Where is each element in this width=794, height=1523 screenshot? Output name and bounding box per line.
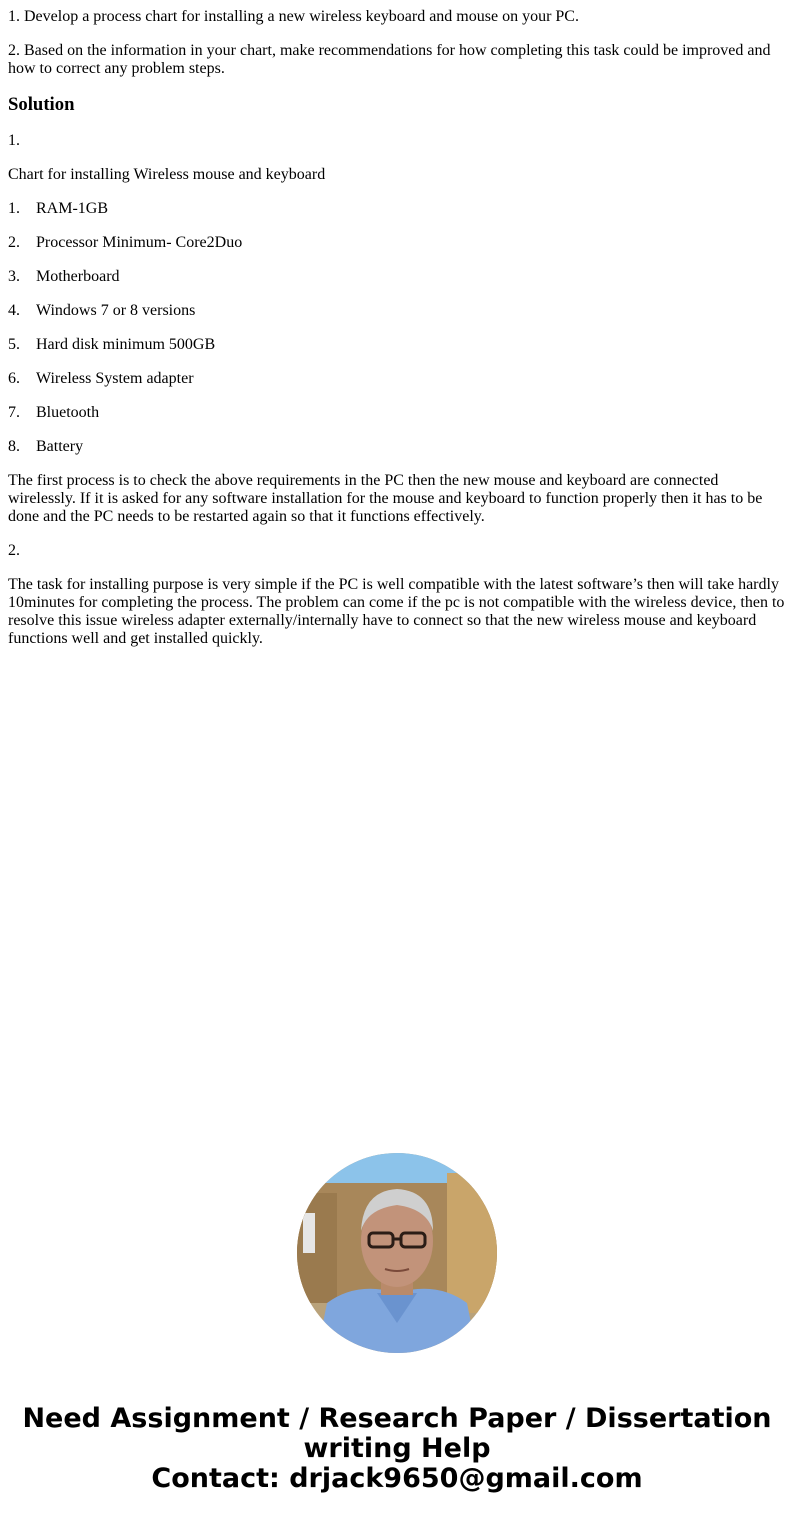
list-item-text: Processor Minimum- Core2Duo [36,234,243,251]
question-2: 2. Based on the information in your chart, make recommendations for how completing this task could be improved and how to correct any problem steps. [8,42,771,77]
list-item [8,336,786,354]
footer-banner [0,1404,794,1494]
part-1-paragraph: The first process is to check the above requirements in the PC then the new mouse and keyboard are connected wirelessly. If it is asked for any software installation for the mouse and keyboard to function properly then it has to be done and the PC needs to be restarted again so that it functions effectively. [8,472,763,525]
list-item [8,438,786,456]
avatar [297,1153,497,1353]
list-item-number: 4. [8,302,20,319]
footer-line-2: writing Help [303,1433,491,1464]
list-item-number: 5. [8,336,20,353]
list-item-text: Bluetooth [36,404,100,421]
list-item-text: Windows 7 or 8 versions [36,302,196,319]
footer-contact: Contact: drjack9650@gmail.com [151,1463,643,1494]
list-item-number: 6. [8,370,20,387]
solution-heading: Solution [8,94,75,115]
list-item-text: Wireless System adapter [36,370,194,387]
list-item [8,268,786,286]
list-item-text: Motherboard [36,268,120,285]
list-item-number: 3. [8,268,20,285]
list-item [8,370,786,388]
list-item-number: 7. [8,404,20,421]
avatar-portrait [297,1153,497,1353]
document-body [8,8,786,664]
list-item-text: Hard disk minimum 500GB [36,336,216,353]
part-2-paragraph: The task for installing purpose is very simple if the PC is well compatible with the latest software’s then will take hardly 10minutes for completing the process. The problem can come if the pc is not compatible with the wireless device, then to resolve this issue wireless adapter externally/internally have to connect so that the new wireless mouse and keyboard functions well and get installed quickly. [8,576,785,647]
requirements-list [8,200,786,456]
list-item [8,302,786,320]
part-2-number: 2. [8,542,20,559]
list-item [8,234,786,252]
list-item-number: 8. [8,438,20,455]
list-item-number: 2. [8,234,20,251]
chart-title: Chart for installing Wireless mouse and keyboard [8,166,326,183]
list-item [8,200,786,218]
part-1-number: 1. [8,132,20,149]
footer-line-1: Need Assignment / Research Paper / Dissertation [22,1403,772,1434]
question-1: 1. Develop a process chart for installing a new wireless keyboard and mouse on your PC. [8,8,579,25]
list-item-text: RAM-1GB [36,200,109,217]
list-item-number: 1. [8,200,20,217]
list-item-text: Battery [36,438,84,455]
list-item [8,404,786,422]
